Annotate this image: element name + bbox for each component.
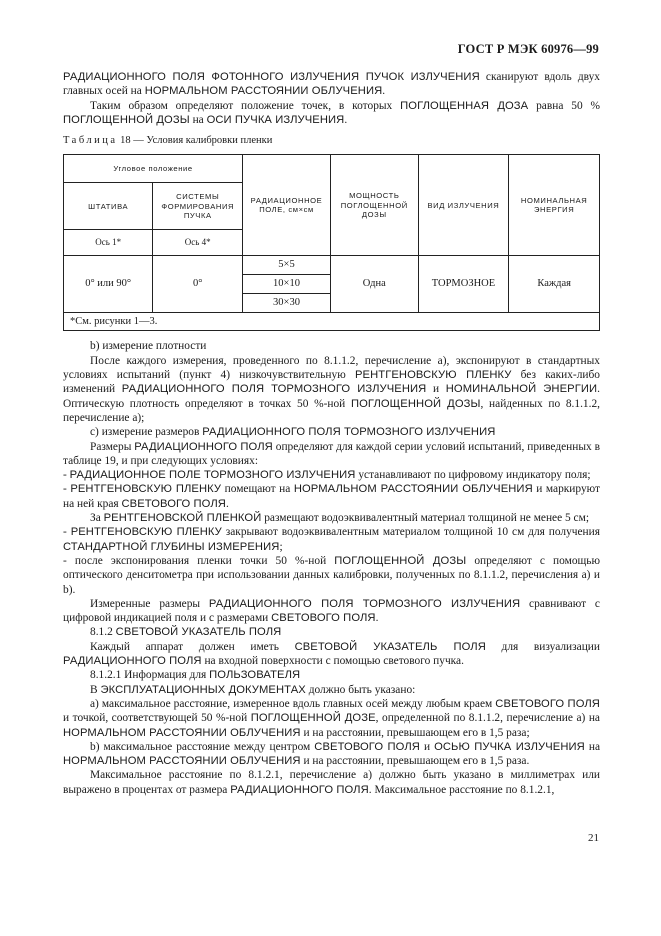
paragraph: После каждого измерения, проведенного по 8.1.1.2, перечисление а), экспонируют в стандартных условиях испытаний (пункт 4) низкочувствительную РЕНТГЕНОВСКУЮ ПЛЕНКУ без каких-либо изменений РАДИАЦИОННОГО ПОЛЯ ТОРМОЗНОГО ИЗЛУЧЕНИЯ и НОМИНАЛЬНОЙ ЭНЕРГИИ. Оптическую плотность определяют в точках 50 %-ной ПОГЛОЩЕННОЙ ДОЗЫ, найденных по 8.1.1.2, перечисление а); [63, 354, 601, 424]
section-heading: 8.1.2 СВЕТОВОЙ УКАЗАТЕЛЬ ПОЛЯ [90, 626, 282, 639]
dash-item: - после экспонирования пленки точки 50 %-ной ПОГЛОЩЕННОЙ ДОЗЫ определяют с помощью оптического денситометра при использовании данных калибровки, полученных по 8.1.1.2, перечисления а) и b). [63, 554, 601, 596]
paragraph: Таким образом определяют положение точек, в которых ПОГЛОЩЕННАЯ ДОЗА равна 50 % ПОГЛОЩЕННОЙ ДОЗЫ на ОСИ ПУЧКА ИЗЛУЧЕНИЯ. [63, 99, 601, 126]
table-note: *См. рисунки 1—3. [64, 313, 600, 331]
page-number: 21 [588, 832, 599, 844]
table-caption: Таблица 18 — Условия калибровки пленки [63, 135, 273, 147]
table-header-power: МОЩНОСТЬ ПОГЛОЩЕННОЙ ДОЗЫ [330, 155, 418, 256]
dash-item: - РАДИАЦИОННОЕ ПОЛЕ ТОРМОЗНОГО ИЗЛУЧЕНИЯ устанавливают по цифровому индикатору поля; [63, 469, 591, 482]
table-cell-stand: 0° или 90° [64, 256, 153, 313]
table-header-system: СИСТЕМЫ ФОРМИРОВАНИЯ ПУЧКА [153, 183, 243, 230]
list-item: а) максимальное расстояние, измеренное вдоль главных осей между любым краем СВЕТОВОГО ПОЛЯ и точкой, соответствующей 50 %-ной ПОГЛОЩЕННОЙ ДОЗЕ, определенной по 8.1.1.2, перечисление а) на НОРМАЛЬНОМ РАССТОЯНИИ ОБЛУЧЕНИЯ и на расстоянии, превышающем его в 1,5 раза; [63, 697, 600, 739]
table-header-field: РАДИАЦИОННОЕ ПОЛЕ, см×см [243, 155, 331, 256]
section-heading: 8.1.2.1 Информация для ПОЛЬЗОВАТЕЛЯ [90, 669, 301, 682]
dash-item: - РЕНТГЕНОВСКУЮ ПЛЕНКУ закрывают водоэквивалентным материалом толщиной 10 см для получения СТАНДАРТНОЙ ГЛУБИНЫ ИЗМЕРЕНИЯ; [63, 526, 600, 553]
paragraph: За РЕНТГЕНОВСКОЙ ПЛЕНКОЙ размещают водоэквивалентный материал толщиной не менее 5 см; [90, 512, 589, 525]
table-cell-field: 30×30 [243, 294, 331, 313]
calibration-table [63, 154, 600, 331]
paragraph: В ЭКСПЛУАТАЦИОННЫХ ДОКУМЕНТАХ должно быть указано: [90, 683, 416, 696]
table-header-stand: ШТАТИВА [64, 183, 153, 230]
paragraph: Каждый аппарат должен иметь СВЕТОВОЙ УКАЗАТЕЛЬ ПОЛЯ для визуализации РАДИАЦИОННОГО ПОЛЯ на входной поверхности с помощью светового пучка. [63, 640, 600, 668]
document-body [63, 70, 600, 797]
paragraph: Измеренные размеры РАДИАЦИОННОГО ПОЛЯ ТОРМОЗНОГО ИЗЛУЧЕНИЯ сравнивают с цифровой индикацией поля и с размерами СВЕТОВОГО ПОЛЯ. [63, 597, 600, 625]
table-cell-type: ТОРМОЗНОЕ [418, 256, 509, 313]
item-heading: с) измерение размеров РАДИАЦИОННОГО ПОЛЯ ТОРМОЗНОГО ИЗЛУЧЕНИЯ [90, 426, 496, 439]
paragraph: Размеры РАДИАЦИОННОГО ПОЛЯ определяют для каждой серии условий испытаний, приведенных в таблице 19, и при следующих условиях: [63, 440, 600, 467]
table-axis-4: Ось 4* [153, 230, 243, 256]
table-group-header: Угловое положение [64, 155, 243, 183]
dash-item: - РЕНТГЕНОВСКУЮ ПЛЕНКУ помещают на НОРМАЛЬНОМ РАССТОЯНИИ ОБЛУЧЕНИЯ и маркируют на ней края СВЕТОВОГО ПОЛЯ. [63, 483, 600, 510]
table-cell-field: 10×10 [243, 275, 331, 294]
paragraph: РАДИАЦИОННОГО ПОЛЯ ФОТОННОГО ИЗЛУЧЕНИЯ ПУЧОК ИЗЛУЧЕНИЯ сканируют вдоль двух главных осей на НОРМАЛЬНОМ РАССТОЯНИИ ОБЛУЧЕНИЯ. [63, 71, 600, 98]
table-header-energy: НОМИНАЛЬНАЯ ЭНЕРГИЯ [509, 155, 600, 256]
table-cell-power: Одна [330, 256, 418, 313]
list-item: b) максимальное расстояние между центром СВЕТОВОГО ПОЛЯ и ОСЬЮ ПУЧКА ИЗЛУЧЕНИЯ на НОРМАЛЬНОМ РАССТОЯНИИ ОБЛУЧЕНИЯ и на расстоянии, превышающем его в 1,5 раза. [63, 740, 600, 768]
table-cell-energy: Каждая [509, 256, 600, 313]
item-heading: b) измерение плотности [90, 340, 207, 353]
table-cell-field: 5×5 [243, 256, 331, 275]
document-header: ГОСТ Р МЭК 60976—99 [457, 42, 599, 56]
paragraph: Максимальное расстояние по 8.1.2.1, перечисление а) должно быть указано в миллиметрах или выражено в процентах от размера РАДИАЦИОННОГО ПОЛЯ. Максимальное расстояние по 8.1.2.1, [63, 769, 600, 796]
table-axis-1: Ось 1* [64, 230, 153, 256]
table-header-type: ВИД ИЗЛУЧЕНИЯ [418, 155, 509, 256]
table-cell-system: 0° [153, 256, 243, 313]
